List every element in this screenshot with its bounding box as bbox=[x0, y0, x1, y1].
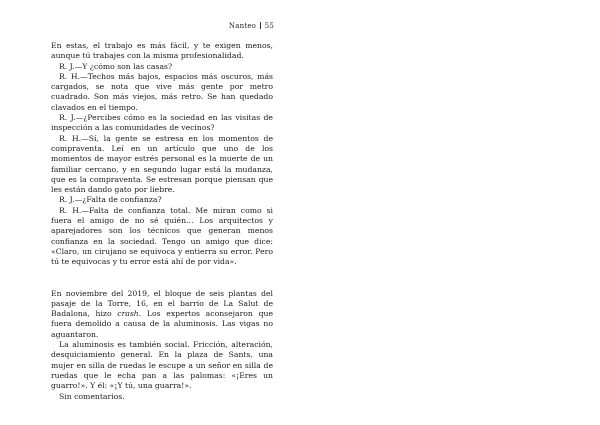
paragraph bbox=[51, 289, 273, 340]
paragraph-text: En noviembre del 2019, el bloque de seis plantas del pasaje de la Torre, 16, en el barrio de La Salut de Badalona, hizo bbox=[51, 288, 273, 319]
running-head bbox=[229, 22, 274, 30]
italic-word: crash bbox=[117, 309, 139, 319]
paragraph-text: . Los expertos aconsejaron que fuera demolido a causa de la aluminosis. Las vigas no aguantaron. bbox=[51, 309, 273, 339]
section-break bbox=[51, 268, 273, 289]
paragraph: En estas, el trabajo es más fácil, y te exigen menos, aunque tú trabajes con la misma profesionalidad. bbox=[51, 41, 273, 61]
dialogue-question: R. J.—¿Falta de confianza? bbox=[59, 195, 162, 205]
body-text bbox=[51, 41, 273, 402]
page-number: 55 bbox=[264, 22, 274, 30]
dialogue-question: R. J.—¿Percibes cómo es la sociedad en las visitas de inspección a las comunidades de vecinos? bbox=[51, 113, 273, 133]
dialogue-answer: R. H.—Techos más bajos, espacios más oscuros, más cargados, se nota que vive más gente por metro cuadrado. Son más viejos, más retro. Se han quedado clavados en el tiempo. bbox=[51, 71, 273, 112]
paragraph: La aluminosis es también social. Fricción, alteración, desquiciamiento general. En la plaza de Sants, una mujer en silla de ruedas le escupe a un señor en silla de ruedas que le echa pan a las palomas: «¡Eres un guarro!». Y él: «¡Y tú, una guarra!». bbox=[51, 340, 273, 391]
running-head-separator bbox=[260, 22, 261, 29]
running-head-title: Nanteo bbox=[228, 22, 257, 30]
dialogue-answer: R. H.—Falta de confianza total. Me miran como si fuera el amigo de no sé quién… Los arquitectos y aparejadores son los técnicos que generan menos confianza en la sociedad. Tengo un amigo que dice: «Claro, un cirujano se equivoca y entierra su error. Pero tú te equivocas y tu error está ahí de por vida». bbox=[51, 205, 273, 267]
dialogue-question: R. J.—Y ¿cómo son las casas? bbox=[59, 61, 173, 71]
dialogue-answer: R. H.—Sí, la gente se estresa en los momentos de compraventa. Leí en un artículo que uno de los momentos de mayor estrés personal es la muerte de un familiar cercano, y en segundo lugar está la mudanza, que es la compraventa. Se estresan porque piensan que les están dando gato por liebre. bbox=[51, 133, 273, 195]
paragraph: Sin comentarios. bbox=[59, 391, 125, 401]
